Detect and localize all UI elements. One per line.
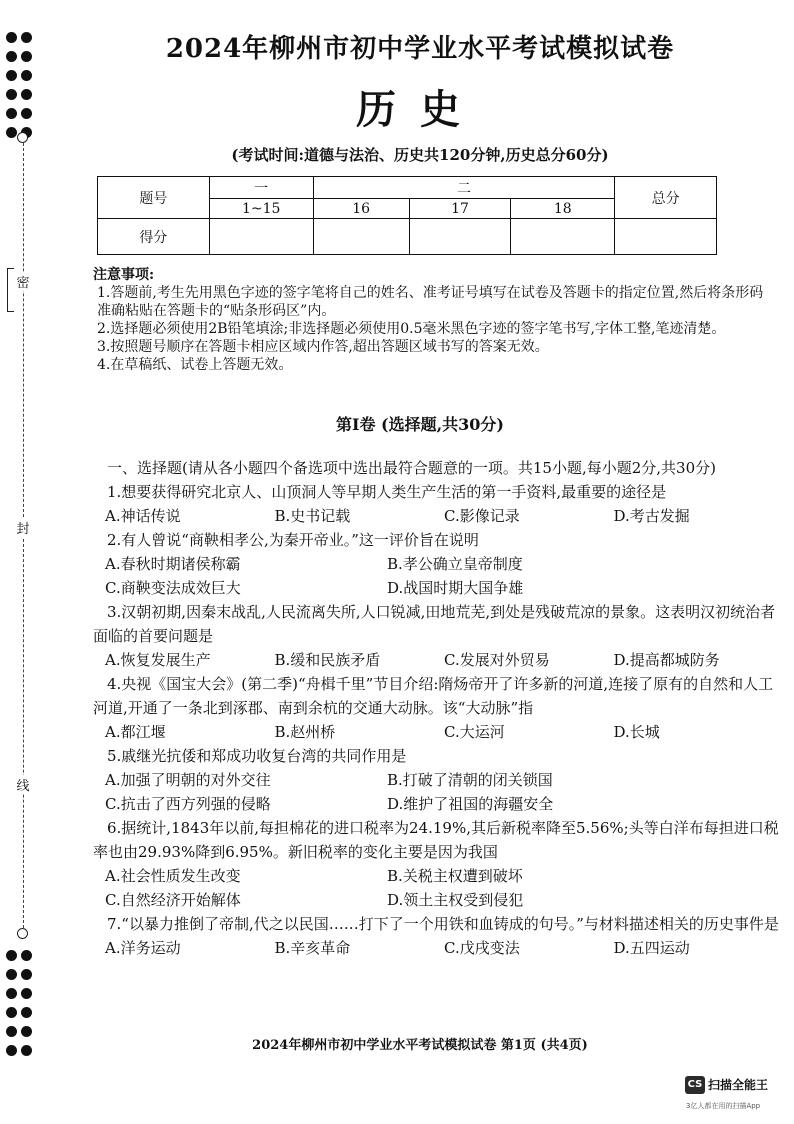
- score-table: [97, 176, 717, 255]
- question-options: [93, 768, 783, 792]
- score-table-header-total: 总分: [615, 177, 717, 219]
- score-table-col-1-15: 1~15: [209, 199, 313, 219]
- subject-title: 历史: [356, 86, 484, 133]
- option: A.春秋时期诸侯称霸: [105, 555, 241, 573]
- notes: [93, 266, 765, 374]
- question-list: [93, 456, 783, 960]
- binding-dots-bottom: [4, 948, 38, 1062]
- question-options: [93, 552, 783, 576]
- question-stem: 3.汉朝初期,因秦末战乱,人民流离失所,人口锐减,田地荒芜,到处是残破荒凉的景象。这表明汉初统治者面临的首要问题是: [93, 603, 776, 645]
- option: B.缓和民族矛盾: [274, 651, 381, 669]
- option: A.神话传说: [105, 507, 181, 525]
- section-intro: 一、选择题(请从各小题四个备选项中选出最符合题意的一项。共15小题,每小题2分,共30分): [107, 459, 716, 477]
- question-options: [93, 720, 783, 744]
- question-stem: 5.戚继光抗倭和郑成功收复台湾的共同作用是: [107, 747, 407, 765]
- question-options: [93, 648, 783, 672]
- option: C.商鞅变法成效巨大: [105, 579, 241, 597]
- question-options: [93, 864, 783, 888]
- notes-heading: 注意事项:: [93, 267, 155, 283]
- score-cell-18: [511, 219, 615, 255]
- note-item: 3.按照题号顺序在答题卡相应区域内作答,超出答题区域书写的答案无效。: [97, 339, 549, 355]
- option: B.孝公确立皇帝制度: [387, 555, 523, 573]
- score-cell-17: [409, 219, 511, 255]
- score-cell-16: [313, 219, 409, 255]
- question-options: [93, 576, 783, 600]
- option: D.考古发掘: [613, 507, 690, 525]
- question-stem: 1.想要获得研究北京人、山顶洞人等早期人类生产生活的第一手资料,最重要的途径是: [107, 483, 667, 501]
- option: B.史书记载: [274, 507, 351, 525]
- option: A.洋务运动: [105, 939, 181, 957]
- binding-hole-bottom: [17, 928, 28, 939]
- score-table-col-16: 16: [313, 199, 409, 219]
- option: B.关税主权遭到破坏: [387, 867, 523, 885]
- scanner-logo: [685, 1074, 768, 1094]
- score-table-row-defen: 得分: [98, 219, 210, 255]
- note-item: 2.选择题必须使用2B铅笔填涂;非选择题必须使用0.5毫米黑色字迹的签字笔书写,字体工整,笔迹清楚。: [97, 321, 726, 337]
- option: D.长城: [613, 723, 660, 741]
- question-stem: 2.有人曾说“商鞅相孝公,为秦开帝业。”这一评价旨在说明: [107, 531, 479, 549]
- option: D.领土主权受到侵犯: [387, 891, 524, 909]
- question-options: [93, 792, 783, 816]
- option: B.辛亥革命: [274, 939, 351, 957]
- option: C.抗击了西方列强的侵略: [105, 795, 271, 813]
- question-options: [93, 888, 783, 912]
- option: B.赵州桥: [274, 723, 336, 741]
- binding-char-mi: 密: [13, 272, 33, 291]
- question-stem: 7.“以暴力推倒了帝制,代之以民国……打下了一个用铁和血铸成的句号。”与材料描述相关的历史事件是: [107, 915, 779, 933]
- option: C.戊戌变法: [444, 939, 520, 957]
- option: C.影像记录: [444, 507, 520, 525]
- binding-hole-top: [17, 132, 28, 143]
- option: D.提高都城防务: [613, 651, 720, 669]
- score-table-col-18: 18: [511, 199, 615, 219]
- option: A.恢复发展生产: [105, 651, 211, 669]
- option: D.五四运动: [613, 939, 690, 957]
- option: C.自然经济开始解体: [105, 891, 241, 909]
- question-stem: 4.央视《国宝大会》(第二季)“舟楫千里”节目介绍:隋炀帝开了许多新的河道,连接了原有的自然和人工河道,开通了一条北到涿郡、南到余杭的交通大动脉。该“大动脉”指: [93, 675, 774, 717]
- note-item: 4.在草稿纸、试卷上答题无效。: [97, 357, 293, 373]
- scanner-logo-icon: CS: [685, 1076, 705, 1094]
- score-table-header-tihao: 题号: [98, 177, 210, 219]
- note-item: 1.答题前,考生先用黑色字迹的签字笔将自己的姓名、准考证号填写在试卷及答题卡的指定位置,然后将条形码准确粘贴在答题卡的“贴条形码区”内。: [97, 285, 764, 319]
- binding-char-feng: 封: [13, 518, 33, 537]
- section-title: 第Ⅰ卷 (选择题,共30分): [335, 415, 505, 434]
- binding-dots-top: [4, 30, 38, 144]
- scanner-logo-name: 扫描全能王: [708, 1078, 769, 1092]
- score-table-col-17: 17: [409, 199, 511, 219]
- score-table-header-part2: 二: [313, 177, 614, 199]
- option: A.加强了明朝的对外交往: [105, 771, 271, 789]
- binding-char-xian: 线: [13, 775, 33, 794]
- score-cell-total: [615, 219, 717, 255]
- option: D.维护了祖国的海疆安全: [387, 795, 554, 813]
- option: A.社会性质发生改变: [105, 867, 241, 885]
- score-table-header-part1: 一: [209, 177, 313, 199]
- option: C.大运河: [444, 723, 505, 741]
- question-options: [93, 504, 783, 528]
- option: A.都江堰: [105, 723, 166, 741]
- option: B.打破了清朝的闭关锁国: [387, 771, 553, 789]
- option: C.发展对外贸易: [444, 651, 550, 669]
- exam-info: (考试时间:道德与法治、历史共120分钟,历史总分60分): [231, 146, 609, 164]
- page-footer: 2024年柳州市初中学业水平考试模拟试卷 第1页 (共4页): [252, 1038, 588, 1053]
- scanner-logo-tagline: 3亿人都在用的扫描App: [686, 1102, 761, 1110]
- question-options: [93, 936, 783, 960]
- question-stem: 6.据统计,1843年以前,每担棉花的进口税率为24.19%,其后新税率降至5.56%;头等白洋布每担进口税率也由29.93%降到6.95%。新旧税率的变化主要是因为我国: [93, 819, 779, 861]
- exam-title: 2024年柳州市初中学业水平考试模拟试卷: [165, 34, 675, 64]
- option: D.战国时期大国争雄: [387, 579, 524, 597]
- score-cell-1-15: [209, 219, 313, 255]
